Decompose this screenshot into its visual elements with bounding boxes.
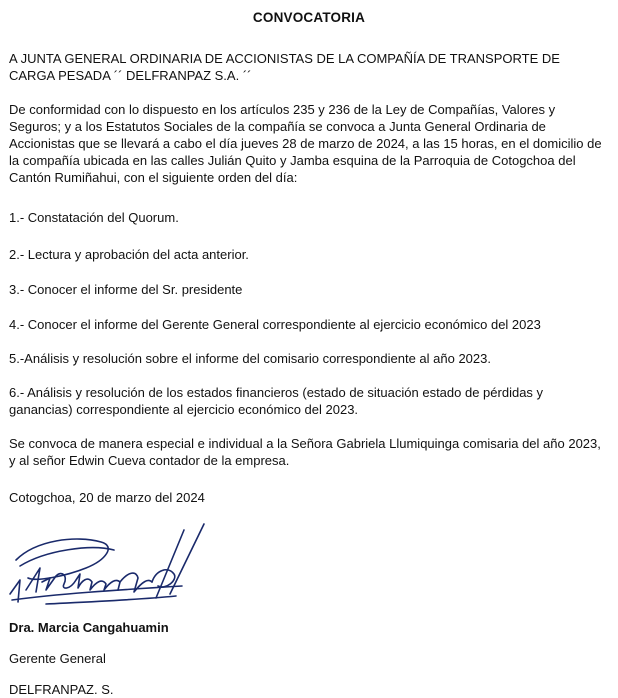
place-date: Cotogchoa, 20 de marzo del 2024 bbox=[9, 490, 205, 505]
signatory-role: Gerente General bbox=[9, 651, 106, 666]
addressee-paragraph: A JUNTA GENERAL ORDINARIA DE ACCIONISTAS DE LA COMPAÑÍA DE TRANSPORTE DE CARGA PESADA ´´ DELFRANPAZ S.A. ´´ bbox=[9, 51, 560, 83]
document-title: CONVOCATORIA bbox=[252, 10, 366, 25]
agenda-item: 5.-Análisis y resolución sobre el informe del comisario correspondiente al año 2023. bbox=[9, 351, 491, 366]
special-notice-paragraph: Se convoca de manera especial e individual a la Señora Gabriela Llumiquinga comisaria del año 2023, y al señor Edwin Cueva contador de la empresa. bbox=[9, 436, 601, 468]
agenda-item: 2.- Lectura y aprobación del acta anterior. bbox=[9, 247, 249, 262]
signatory-name: Dra. Marcia Cangahuamin bbox=[9, 620, 169, 635]
agenda-item: 6.- Análisis y resolución de los estados financieros (estado de situación estado de pérdidas y ganancias) correspondiente al ejercicio económico del 2023. bbox=[9, 385, 544, 417]
agenda-item: 4.- Conocer el informe del Gerente General correspondiente al ejercicio económico del 2023 bbox=[9, 317, 541, 332]
signatory-company: DELFRANPAZ. S. bbox=[9, 682, 114, 697]
handwritten-signature bbox=[6, 520, 211, 612]
agenda-item: 1.- Constatación del Quorum. bbox=[9, 210, 179, 225]
intro-paragraph: De conformidad con lo dispuesto en los artículos 235 y 236 de la Ley de Compañías, Valores y Seguros; y a los Estatutos Sociales de la compañía se convoca a Junta General Ordinaria de Accionistas que se llevará a cabo el día jueves 28 de marzo de 2024, a las 15 horas, en el domicilio de la compañía ubicada en las calles Julián Quito y Jamba esquina de la Parroquia de Cotogchoa del Cantón Rumiñahui, con el siguiente orden del día: bbox=[9, 102, 602, 185]
agenda-item: 3.- Conocer el informe del Sr. presidente bbox=[9, 282, 243, 297]
